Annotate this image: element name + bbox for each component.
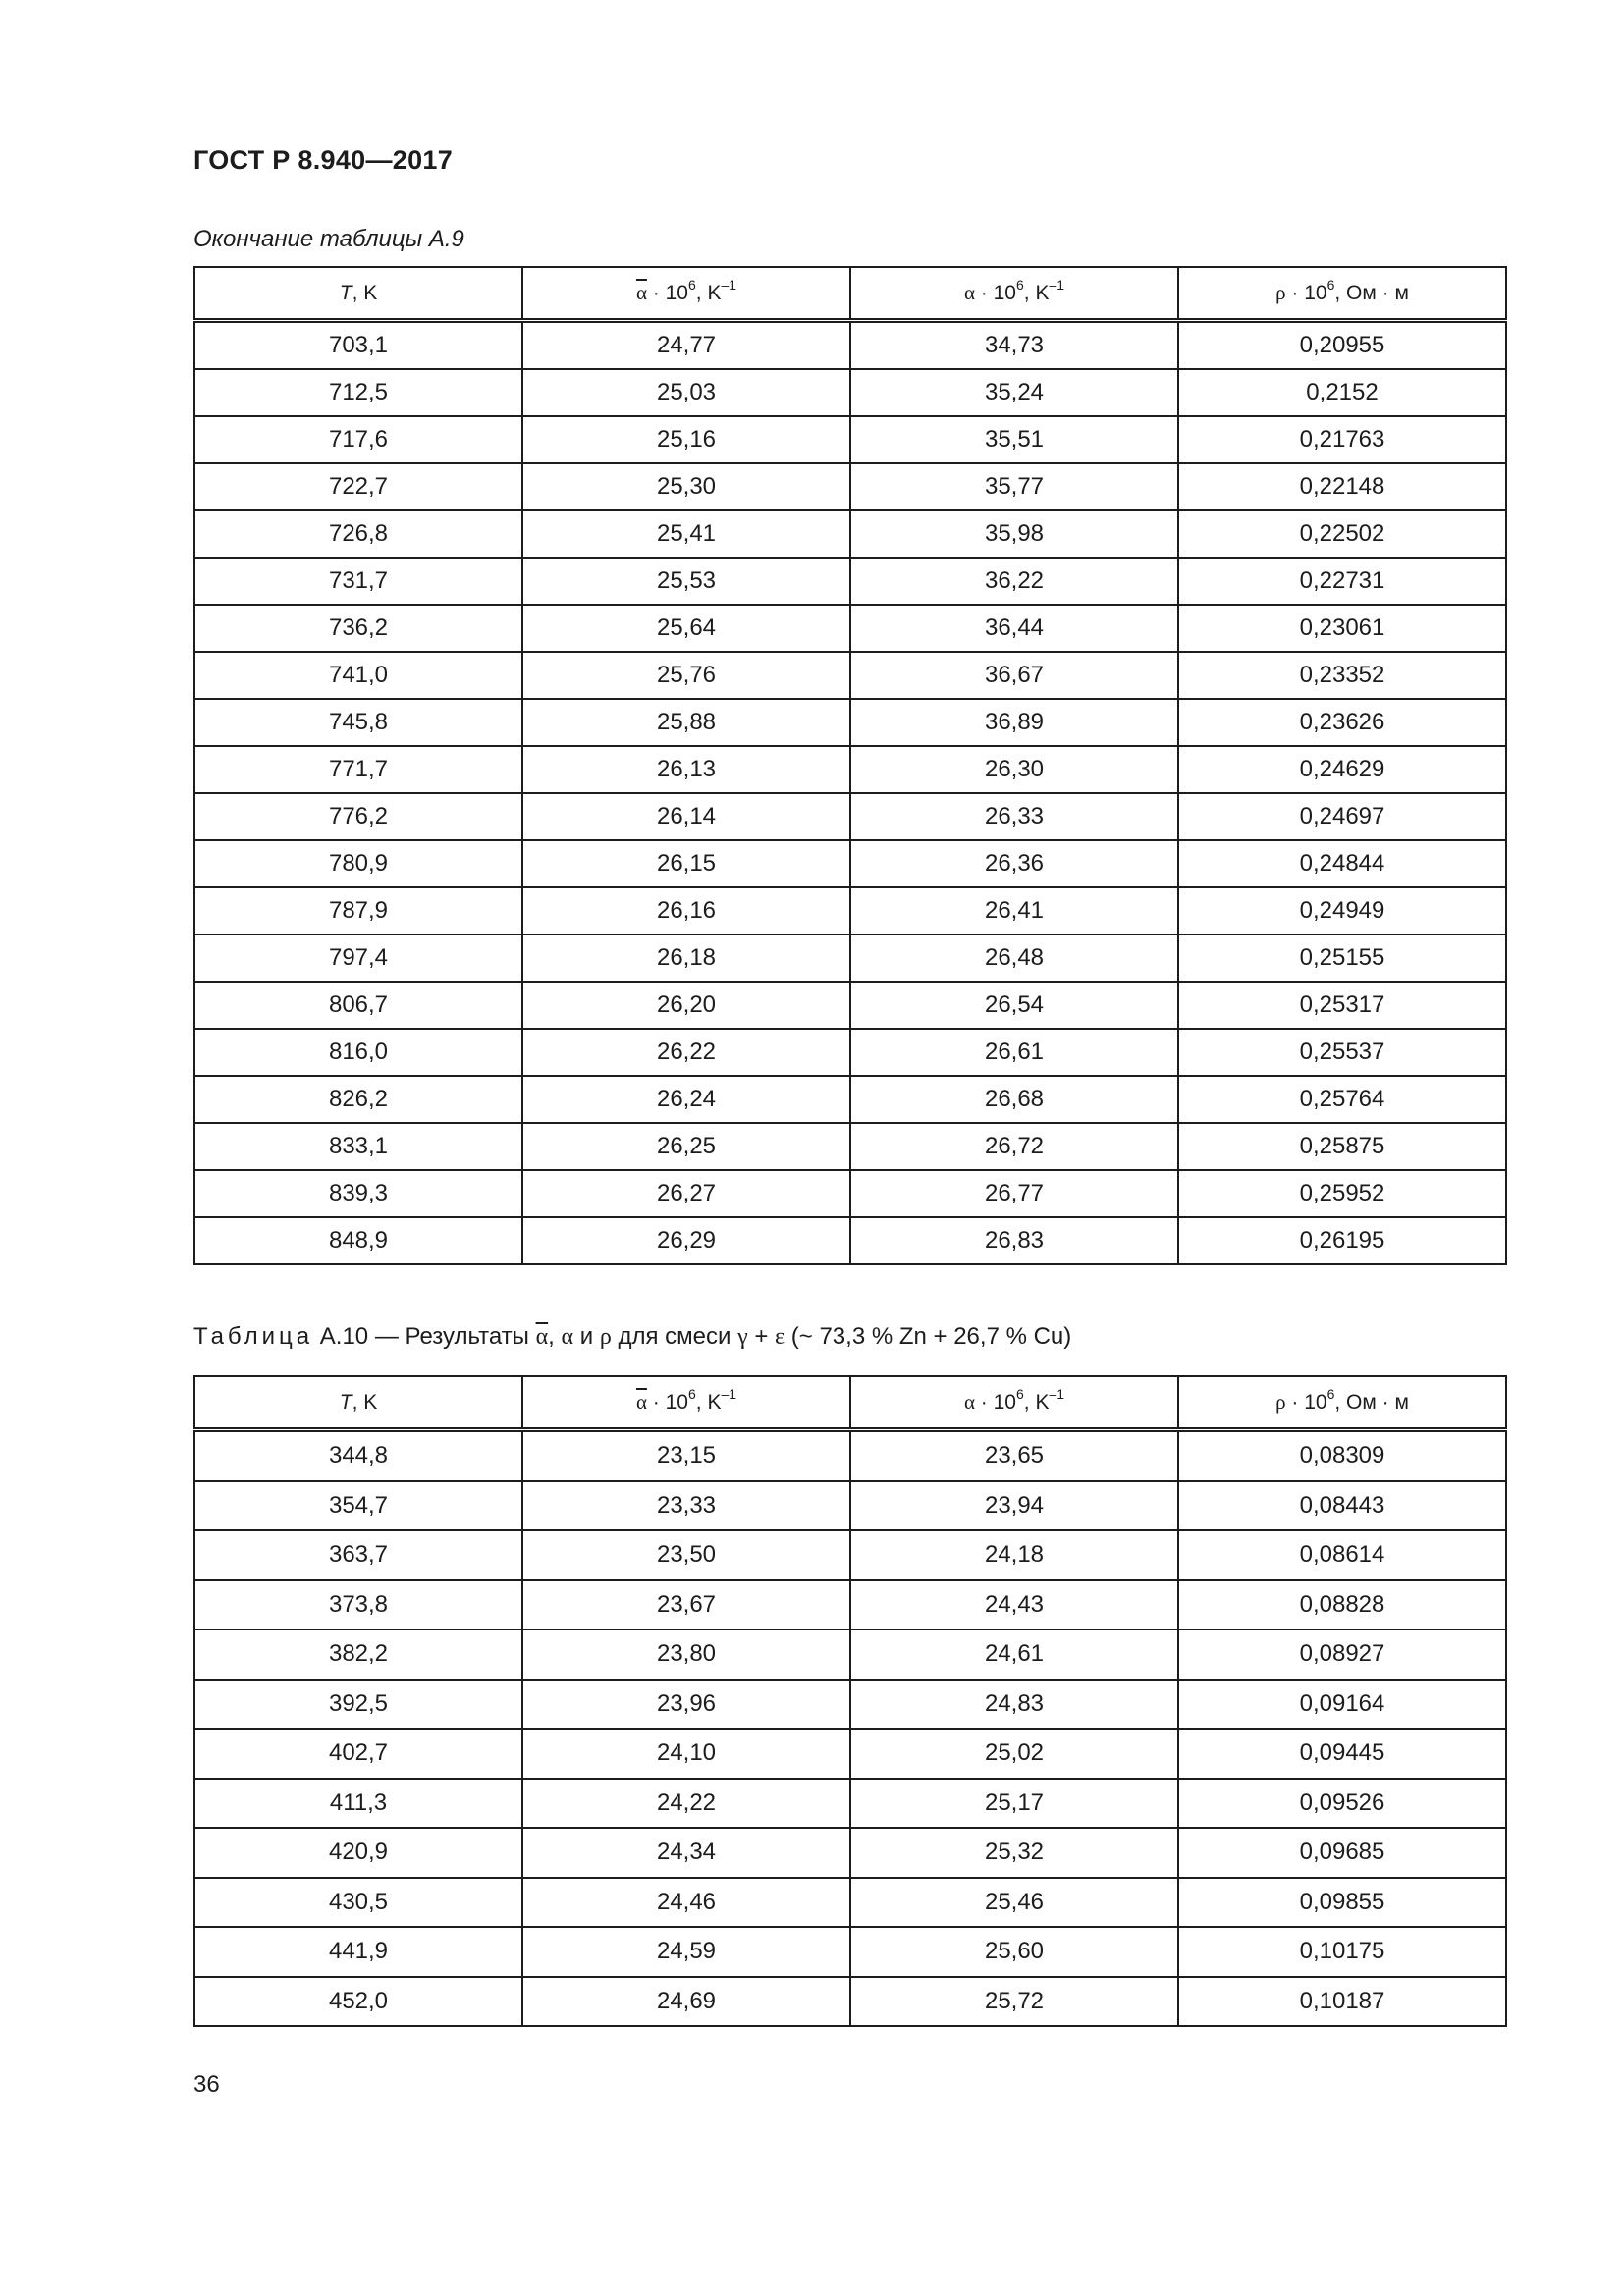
table-cell: 0,24844 bbox=[1178, 840, 1506, 887]
table-cell: 373,8 bbox=[194, 1580, 522, 1630]
table-header-row bbox=[194, 267, 1506, 321]
table-row bbox=[194, 321, 1506, 370]
table-cell: 23,33 bbox=[522, 1481, 850, 1531]
table-cell: 25,88 bbox=[522, 699, 850, 746]
table-cell: 382,2 bbox=[194, 1629, 522, 1680]
table-cell: 722,7 bbox=[194, 463, 522, 510]
table-cell: 26,48 bbox=[850, 934, 1178, 982]
table-cell: 26,14 bbox=[522, 793, 850, 840]
table-row bbox=[194, 1779, 1506, 1829]
table-row bbox=[194, 1430, 1506, 1481]
table-cell: 0,09685 bbox=[1178, 1828, 1506, 1878]
col-header-alpha: $\alpha \cdot 10^6$, $K^{-1}$ bbox=[850, 1376, 1178, 1430]
table-row bbox=[194, 699, 1506, 746]
table-cell: 25,46 bbox=[850, 1878, 1178, 1928]
table-cell: 25,60 bbox=[850, 1927, 1178, 1977]
table-cell: 0,23061 bbox=[1178, 605, 1506, 652]
table-cell: 0,25317 bbox=[1178, 982, 1506, 1029]
table-cell: 848,9 bbox=[194, 1217, 522, 1264]
table-cell: 26,22 bbox=[522, 1029, 850, 1076]
table-cell: 24,77 bbox=[522, 321, 850, 370]
table-cell: 24,22 bbox=[522, 1779, 850, 1829]
table-a9-caption: Окончание таблицы А.9 bbox=[193, 226, 464, 252]
table-row bbox=[194, 887, 1506, 934]
table-cell: 25,16 bbox=[522, 416, 850, 463]
table-cell: 26,77 bbox=[850, 1170, 1178, 1217]
table-cell: 441,9 bbox=[194, 1927, 522, 1977]
table-cell: 0,08443 bbox=[1178, 1481, 1506, 1531]
table-cell: 420,9 bbox=[194, 1828, 522, 1878]
table-cell: 23,50 bbox=[522, 1530, 850, 1580]
table-row bbox=[194, 1927, 1506, 1977]
table-cell: 0,24949 bbox=[1178, 887, 1506, 934]
table-row bbox=[194, 1629, 1506, 1680]
table-cell: 0,22148 bbox=[1178, 463, 1506, 510]
table-row bbox=[194, 1878, 1506, 1928]
table-cell: 35,24 bbox=[850, 369, 1178, 416]
table-cell: 816,0 bbox=[194, 1029, 522, 1076]
table-cell: 0,08828 bbox=[1178, 1580, 1506, 1630]
table-cell: 0,10175 bbox=[1178, 1927, 1506, 1977]
col-header-temperature: T, K bbox=[194, 267, 522, 321]
table-cell: 23,94 bbox=[850, 1481, 1178, 1531]
table-row bbox=[194, 1680, 1506, 1730]
table-cell: 36,67 bbox=[850, 652, 1178, 699]
table-a10-caption: Таблица А.10 — Результаты $\overline{\alpha}$, α и ρ для смеси γ + ε (~ 73,3 % Zn + 26,7 % Cu) bbox=[193, 1323, 1072, 1350]
page-number: 36 bbox=[193, 2071, 220, 2098]
table-row bbox=[194, 1481, 1506, 1531]
table-cell: 26,15 bbox=[522, 840, 850, 887]
table-cell: 731,7 bbox=[194, 558, 522, 605]
table-cell: 24,59 bbox=[522, 1927, 850, 1977]
table-cell: 24,46 bbox=[522, 1878, 850, 1928]
table-row bbox=[194, 463, 1506, 510]
table-cell: 826,2 bbox=[194, 1076, 522, 1123]
table-cell: 23,15 bbox=[522, 1430, 850, 1481]
table-cell: 797,4 bbox=[194, 934, 522, 982]
table-cell: 34,73 bbox=[850, 321, 1178, 370]
table-row bbox=[194, 1828, 1506, 1878]
table-row bbox=[194, 1729, 1506, 1779]
table-cell: 354,7 bbox=[194, 1481, 522, 1531]
table-cell: 23,65 bbox=[850, 1430, 1178, 1481]
table-row bbox=[194, 1217, 1506, 1264]
table-row bbox=[194, 793, 1506, 840]
table-cell: 26,18 bbox=[522, 934, 850, 982]
table-cell: 26,30 bbox=[850, 746, 1178, 793]
table-cell: 0,25155 bbox=[1178, 934, 1506, 982]
table-cell: 36,22 bbox=[850, 558, 1178, 605]
table-cell: 24,69 bbox=[522, 1977, 850, 2027]
table-cell: 833,1 bbox=[194, 1123, 522, 1170]
col-header-temperature: T, K bbox=[194, 1376, 522, 1430]
table-cell: 0,25952 bbox=[1178, 1170, 1506, 1217]
table-cell: 26,36 bbox=[850, 840, 1178, 887]
table-a10 bbox=[193, 1375, 1507, 2027]
table-cell: 0,08309 bbox=[1178, 1430, 1506, 1481]
table-cell: 0,23626 bbox=[1178, 699, 1506, 746]
table-row bbox=[194, 982, 1506, 1029]
table-row bbox=[194, 1076, 1506, 1123]
table-cell: 0,25875 bbox=[1178, 1123, 1506, 1170]
table-cell: 0,20955 bbox=[1178, 321, 1506, 370]
table-cell: 736,2 bbox=[194, 605, 522, 652]
table-cell: 26,54 bbox=[850, 982, 1178, 1029]
table-cell: 26,83 bbox=[850, 1217, 1178, 1264]
table-cell: 0,09164 bbox=[1178, 1680, 1506, 1730]
table-cell: 392,5 bbox=[194, 1680, 522, 1730]
col-header-mean-alpha: $\overline{\alpha} \cdot 10^6$, $K^{-1}$ bbox=[522, 1376, 850, 1430]
table-cell: 776,2 bbox=[194, 793, 522, 840]
table-cell: 24,10 bbox=[522, 1729, 850, 1779]
table-cell: 25,02 bbox=[850, 1729, 1178, 1779]
table-cell: 745,8 bbox=[194, 699, 522, 746]
table-cell: 26,41 bbox=[850, 887, 1178, 934]
table-cell: 839,3 bbox=[194, 1170, 522, 1217]
table-cell: 24,34 bbox=[522, 1828, 850, 1878]
table-cell: 402,7 bbox=[194, 1729, 522, 1779]
table-cell: 36,89 bbox=[850, 699, 1178, 746]
table-cell: 25,03 bbox=[522, 369, 850, 416]
table-header-row bbox=[194, 1376, 1506, 1430]
table-row bbox=[194, 746, 1506, 793]
table-row bbox=[194, 558, 1506, 605]
table-cell: 0,10187 bbox=[1178, 1977, 1506, 2027]
table-cell: 26,27 bbox=[522, 1170, 850, 1217]
table-cell: 717,6 bbox=[194, 416, 522, 463]
table-row bbox=[194, 1123, 1506, 1170]
table-cell: 0,24629 bbox=[1178, 746, 1506, 793]
table-cell: 26,72 bbox=[850, 1123, 1178, 1170]
table-cell: 23,96 bbox=[522, 1680, 850, 1730]
document-header: ГОСТ Р 8.940—2017 bbox=[193, 145, 454, 175]
table-cell: 0,22731 bbox=[1178, 558, 1506, 605]
table-cell: 0,09445 bbox=[1178, 1729, 1506, 1779]
table-cell: 0,09855 bbox=[1178, 1878, 1506, 1928]
table-cell: 24,83 bbox=[850, 1680, 1178, 1730]
table-cell: 741,0 bbox=[194, 652, 522, 699]
table-cell: 0,08927 bbox=[1178, 1629, 1506, 1680]
table-cell: 25,64 bbox=[522, 605, 850, 652]
table-cell: 0,23352 bbox=[1178, 652, 1506, 699]
table-cell: 703,1 bbox=[194, 321, 522, 370]
table-cell: 24,18 bbox=[850, 1530, 1178, 1580]
table-cell: 363,7 bbox=[194, 1530, 522, 1580]
table-cell: 0,24697 bbox=[1178, 793, 1506, 840]
table-cell: 26,61 bbox=[850, 1029, 1178, 1076]
table-cell: 0,09526 bbox=[1178, 1779, 1506, 1829]
table-cell: 26,68 bbox=[850, 1076, 1178, 1123]
table-cell: 0,22502 bbox=[1178, 510, 1506, 558]
table-cell: 23,67 bbox=[522, 1580, 850, 1630]
table-cell: 25,41 bbox=[522, 510, 850, 558]
table-cell: 806,7 bbox=[194, 982, 522, 1029]
table-cell: 411,3 bbox=[194, 1779, 522, 1829]
table-row bbox=[194, 1170, 1506, 1217]
table-cell: 25,72 bbox=[850, 1977, 1178, 2027]
table-row bbox=[194, 1977, 1506, 2027]
table-cell: 35,98 bbox=[850, 510, 1178, 558]
table-cell: 726,8 bbox=[194, 510, 522, 558]
table-cell: 0,26195 bbox=[1178, 1217, 1506, 1264]
col-header-mean-alpha: $\overline{\alpha} \cdot 10^6$, $K^{-1}$ bbox=[522, 267, 850, 321]
table-cell: 24,61 bbox=[850, 1629, 1178, 1680]
table-cell: 780,9 bbox=[194, 840, 522, 887]
table-row bbox=[194, 652, 1506, 699]
table-cell: 0,21763 bbox=[1178, 416, 1506, 463]
table-cell: 26,16 bbox=[522, 887, 850, 934]
table-row bbox=[194, 934, 1506, 982]
table-cell: 344,8 bbox=[194, 1430, 522, 1481]
table-row bbox=[194, 840, 1506, 887]
table-cell: 25,17 bbox=[850, 1779, 1178, 1829]
table-row bbox=[194, 1530, 1506, 1580]
table-cell: 24,43 bbox=[850, 1580, 1178, 1630]
table-cell: 452,0 bbox=[194, 1977, 522, 2027]
table-cell: 0,2152 bbox=[1178, 369, 1506, 416]
table-row bbox=[194, 1029, 1506, 1076]
table-row bbox=[194, 369, 1506, 416]
table-cell: 26,25 bbox=[522, 1123, 850, 1170]
col-header-rho: $\rho \cdot 10^6$, Ом · м bbox=[1178, 267, 1506, 321]
table-cell: 36,44 bbox=[850, 605, 1178, 652]
col-header-alpha: $\alpha \cdot 10^6$, $K^{-1}$ bbox=[850, 267, 1178, 321]
table-cell: 25,32 bbox=[850, 1828, 1178, 1878]
table-a9 bbox=[193, 266, 1507, 1265]
table-cell: 26,13 bbox=[522, 746, 850, 793]
table-cell: 26,20 bbox=[522, 982, 850, 1029]
table-cell: 0,25537 bbox=[1178, 1029, 1506, 1076]
table-cell: 35,77 bbox=[850, 463, 1178, 510]
table-cell: 26,29 bbox=[522, 1217, 850, 1264]
table-cell: 0,25764 bbox=[1178, 1076, 1506, 1123]
table-row bbox=[194, 605, 1506, 652]
table-cell: 771,7 bbox=[194, 746, 522, 793]
table-cell: 26,33 bbox=[850, 793, 1178, 840]
table-row bbox=[194, 416, 1506, 463]
table-cell: 430,5 bbox=[194, 1878, 522, 1928]
table-cell: 26,24 bbox=[522, 1076, 850, 1123]
table-cell: 25,53 bbox=[522, 558, 850, 605]
table-cell: 35,51 bbox=[850, 416, 1178, 463]
col-header-rho: $\rho \cdot 10^6$, Ом · м bbox=[1178, 1376, 1506, 1430]
table-cell: 0,08614 bbox=[1178, 1530, 1506, 1580]
table-row bbox=[194, 510, 1506, 558]
table-row bbox=[194, 1580, 1506, 1630]
table-cell: 712,5 bbox=[194, 369, 522, 416]
table-cell: 25,30 bbox=[522, 463, 850, 510]
table-cell: 787,9 bbox=[194, 887, 522, 934]
table-cell: 23,80 bbox=[522, 1629, 850, 1680]
table-cell: 25,76 bbox=[522, 652, 850, 699]
